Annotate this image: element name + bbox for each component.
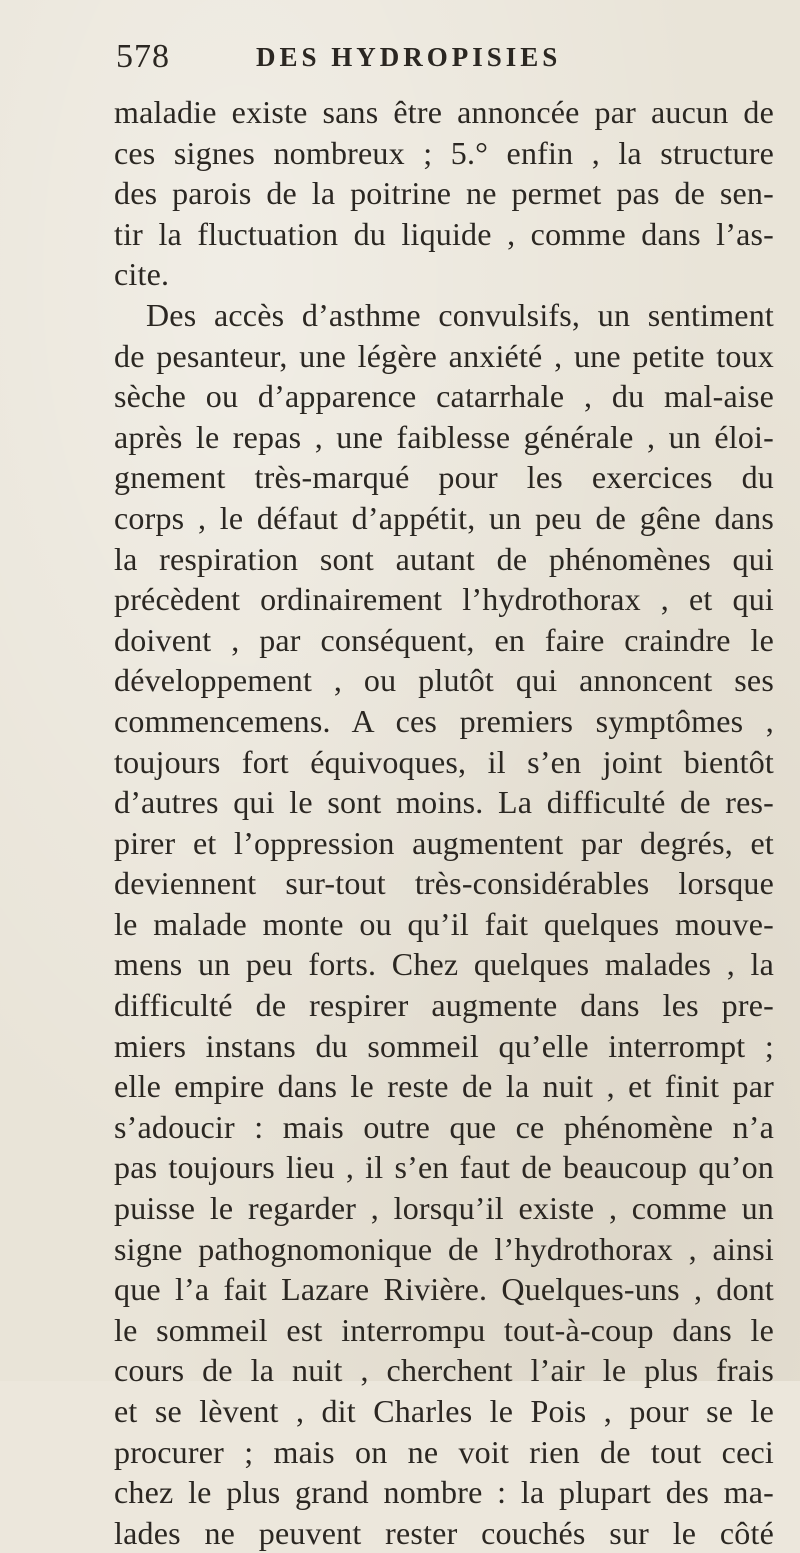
text-line: corps , le défaut d’appétit, un peu de gêne dans bbox=[114, 499, 774, 536]
text-line: miers instans du sommeil qu’elle interrompt ; bbox=[114, 1027, 774, 1064]
text-line: de pesanteur, une légère anxiété , une petite toux bbox=[114, 337, 774, 374]
text-line: maladie existe sans être annoncée par aucun de bbox=[114, 94, 774, 130]
text-line: difficulté de respirer augmente dans les pre- bbox=[114, 987, 774, 1024]
text-line: puisse le regarder , lorsqu’il existe , comme un bbox=[114, 1190, 774, 1227]
text-line: elle empire dans le reste de la nuit , et finit par bbox=[114, 1068, 774, 1105]
text-line: que l’a fait Lazare Rivière. Quelques-uns , dont bbox=[114, 1271, 774, 1308]
text-line: signe pathognomonique de l’hydrothorax , ainsi bbox=[114, 1230, 774, 1267]
text-line: mens un peu forts. Chez quelques malades , la bbox=[114, 946, 774, 983]
text-line: le sommeil est interrompu tout-à-coup dans le bbox=[114, 1311, 774, 1348]
text-line: gnement très-marqué pour les exercices du bbox=[114, 459, 774, 496]
text-line: tir la fluctuation du liquide , comme dans l’as- bbox=[114, 215, 774, 252]
text-line: cite. bbox=[114, 256, 170, 293]
running-head: DES HYDROPISIES bbox=[256, 42, 562, 72]
text-line: deviennent sur-tout très-considérables lorsque bbox=[114, 865, 774, 902]
text-line: des parois de la poitrine ne permet pas de sen- bbox=[114, 175, 774, 212]
text-line: développement , ou plutôt qui annoncent ses bbox=[114, 662, 774, 699]
text-line: et se lèvent , dit Charles le Pois , pour se le bbox=[114, 1393, 774, 1429]
text-line: procurer ; mais on ne voit rien de tout ceci bbox=[114, 1433, 774, 1470]
text-line: ces signes nombreux ; 5.° enfin , la structure bbox=[114, 134, 774, 171]
page-number: 578 bbox=[116, 38, 170, 75]
page-header bbox=[116, 38, 736, 88]
text-line: sèche ou d’apparence catarrhale , du mal-aise bbox=[114, 378, 774, 415]
text-line: Des accès d’asthme convulsifs, un sentiment bbox=[146, 296, 774, 333]
text-line: commencemens. A ces premiers symptômes , bbox=[114, 702, 774, 739]
text-line: lades ne peuvent rester couchés sur le côté bbox=[114, 1514, 774, 1551]
text-line: toujours fort équivoques, il s’en joint bientôt bbox=[114, 743, 774, 780]
text-line: pirer et l’oppression augmentent par degrés, et bbox=[114, 824, 774, 861]
text-line: doivent , par conséquent, en faire craindre le bbox=[114, 621, 774, 658]
text-line: cours de la nuit , cherchent l’air le plus frais bbox=[114, 1352, 774, 1389]
text-line: la respiration sont autant de phénomènes qui bbox=[114, 540, 774, 577]
body-text bbox=[114, 92, 774, 1553]
text-line: d’autres qui le sont moins. La difficulté de res- bbox=[114, 784, 774, 821]
text-line: s’adoucir : mais outre que ce phénomène n’a bbox=[114, 1108, 774, 1145]
text-line: pas toujours lieu , il s’en faut de beaucoup qu’on bbox=[114, 1149, 774, 1186]
text-line: précèdent ordinairement l’hydrothorax , et qui bbox=[114, 581, 774, 618]
text-line: après le repas , une faiblesse générale , un éloi- bbox=[114, 418, 774, 455]
text-line: chez le plus grand nombre : la plupart des ma- bbox=[114, 1474, 774, 1511]
text-line: le malade monte ou qu’il fait quelques mouve- bbox=[114, 905, 774, 942]
